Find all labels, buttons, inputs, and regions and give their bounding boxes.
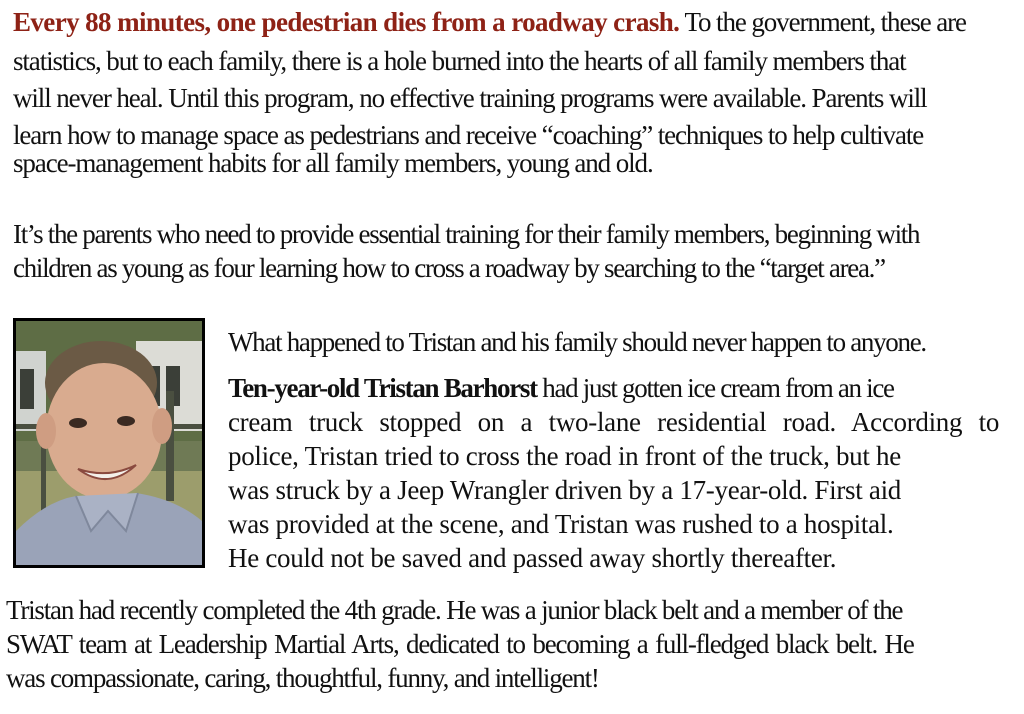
closing-line-1: Tristan had recently completed the 4th grade. He was a junior black belt and a member of the — [6, 595, 903, 625]
intro-line-5: space-management habits for all family members, young and old. — [13, 148, 653, 178]
story-line-3: police, Tristan tried to cross the road in front of the truck, but he — [228, 441, 901, 471]
headline-statistic: Every 88 minutes, one pedestrian dies from a roadway crash. — [13, 7, 680, 37]
parents-line-2: children as young as four learning how to cross a roadway by searching to the “target area.” — [13, 253, 885, 283]
intro-line-1-rest: To the government, these are — [679, 7, 966, 37]
intro-line-1 — [13, 6, 966, 38]
story-line-4: was struck by a Jeep Wrangler driven by a 17-year-old. First aid — [228, 475, 901, 505]
closing-line-2: SWAT team at Leadership Martial Arts, dedicated to becoming a full-fledged black belt. He — [6, 629, 914, 659]
story-line-5: was provided at the scene, and Tristan was rushed to a hospital. — [228, 509, 894, 539]
story-line-6: He could not be saved and passed away shortly thereafter. — [228, 543, 837, 573]
story-line-1-rest: had just gotten ice cream from an ice — [536, 373, 894, 403]
story-intro: What happened to Tristan and his family should never happen to anyone. — [228, 327, 926, 357]
intro-line-4: learn how to manage space as pedestrians and receive “coaching” techniques to help cultivate — [13, 120, 924, 150]
intro-line-2: statistics, but to each family, there is a hole burned into the hearts of all family members that — [13, 46, 906, 76]
tristan-photo — [13, 318, 205, 568]
intro-line-3: will never heal. Until this program, no effective training programs were available. Parents will — [13, 83, 927, 113]
closing-line-3: was compassionate, caring, thoughtful, funny, and intelligent! — [6, 663, 599, 693]
parents-line-1: It’s the parents who need to provide essential training for their family members, beginning with — [13, 219, 920, 249]
victim-name: Ten-year-old Tristan Barhorst — [228, 373, 537, 403]
story-line-2: cream truck stopped on a two-lane residential road. According to — [228, 407, 1000, 437]
story-line-1 — [228, 371, 894, 405]
